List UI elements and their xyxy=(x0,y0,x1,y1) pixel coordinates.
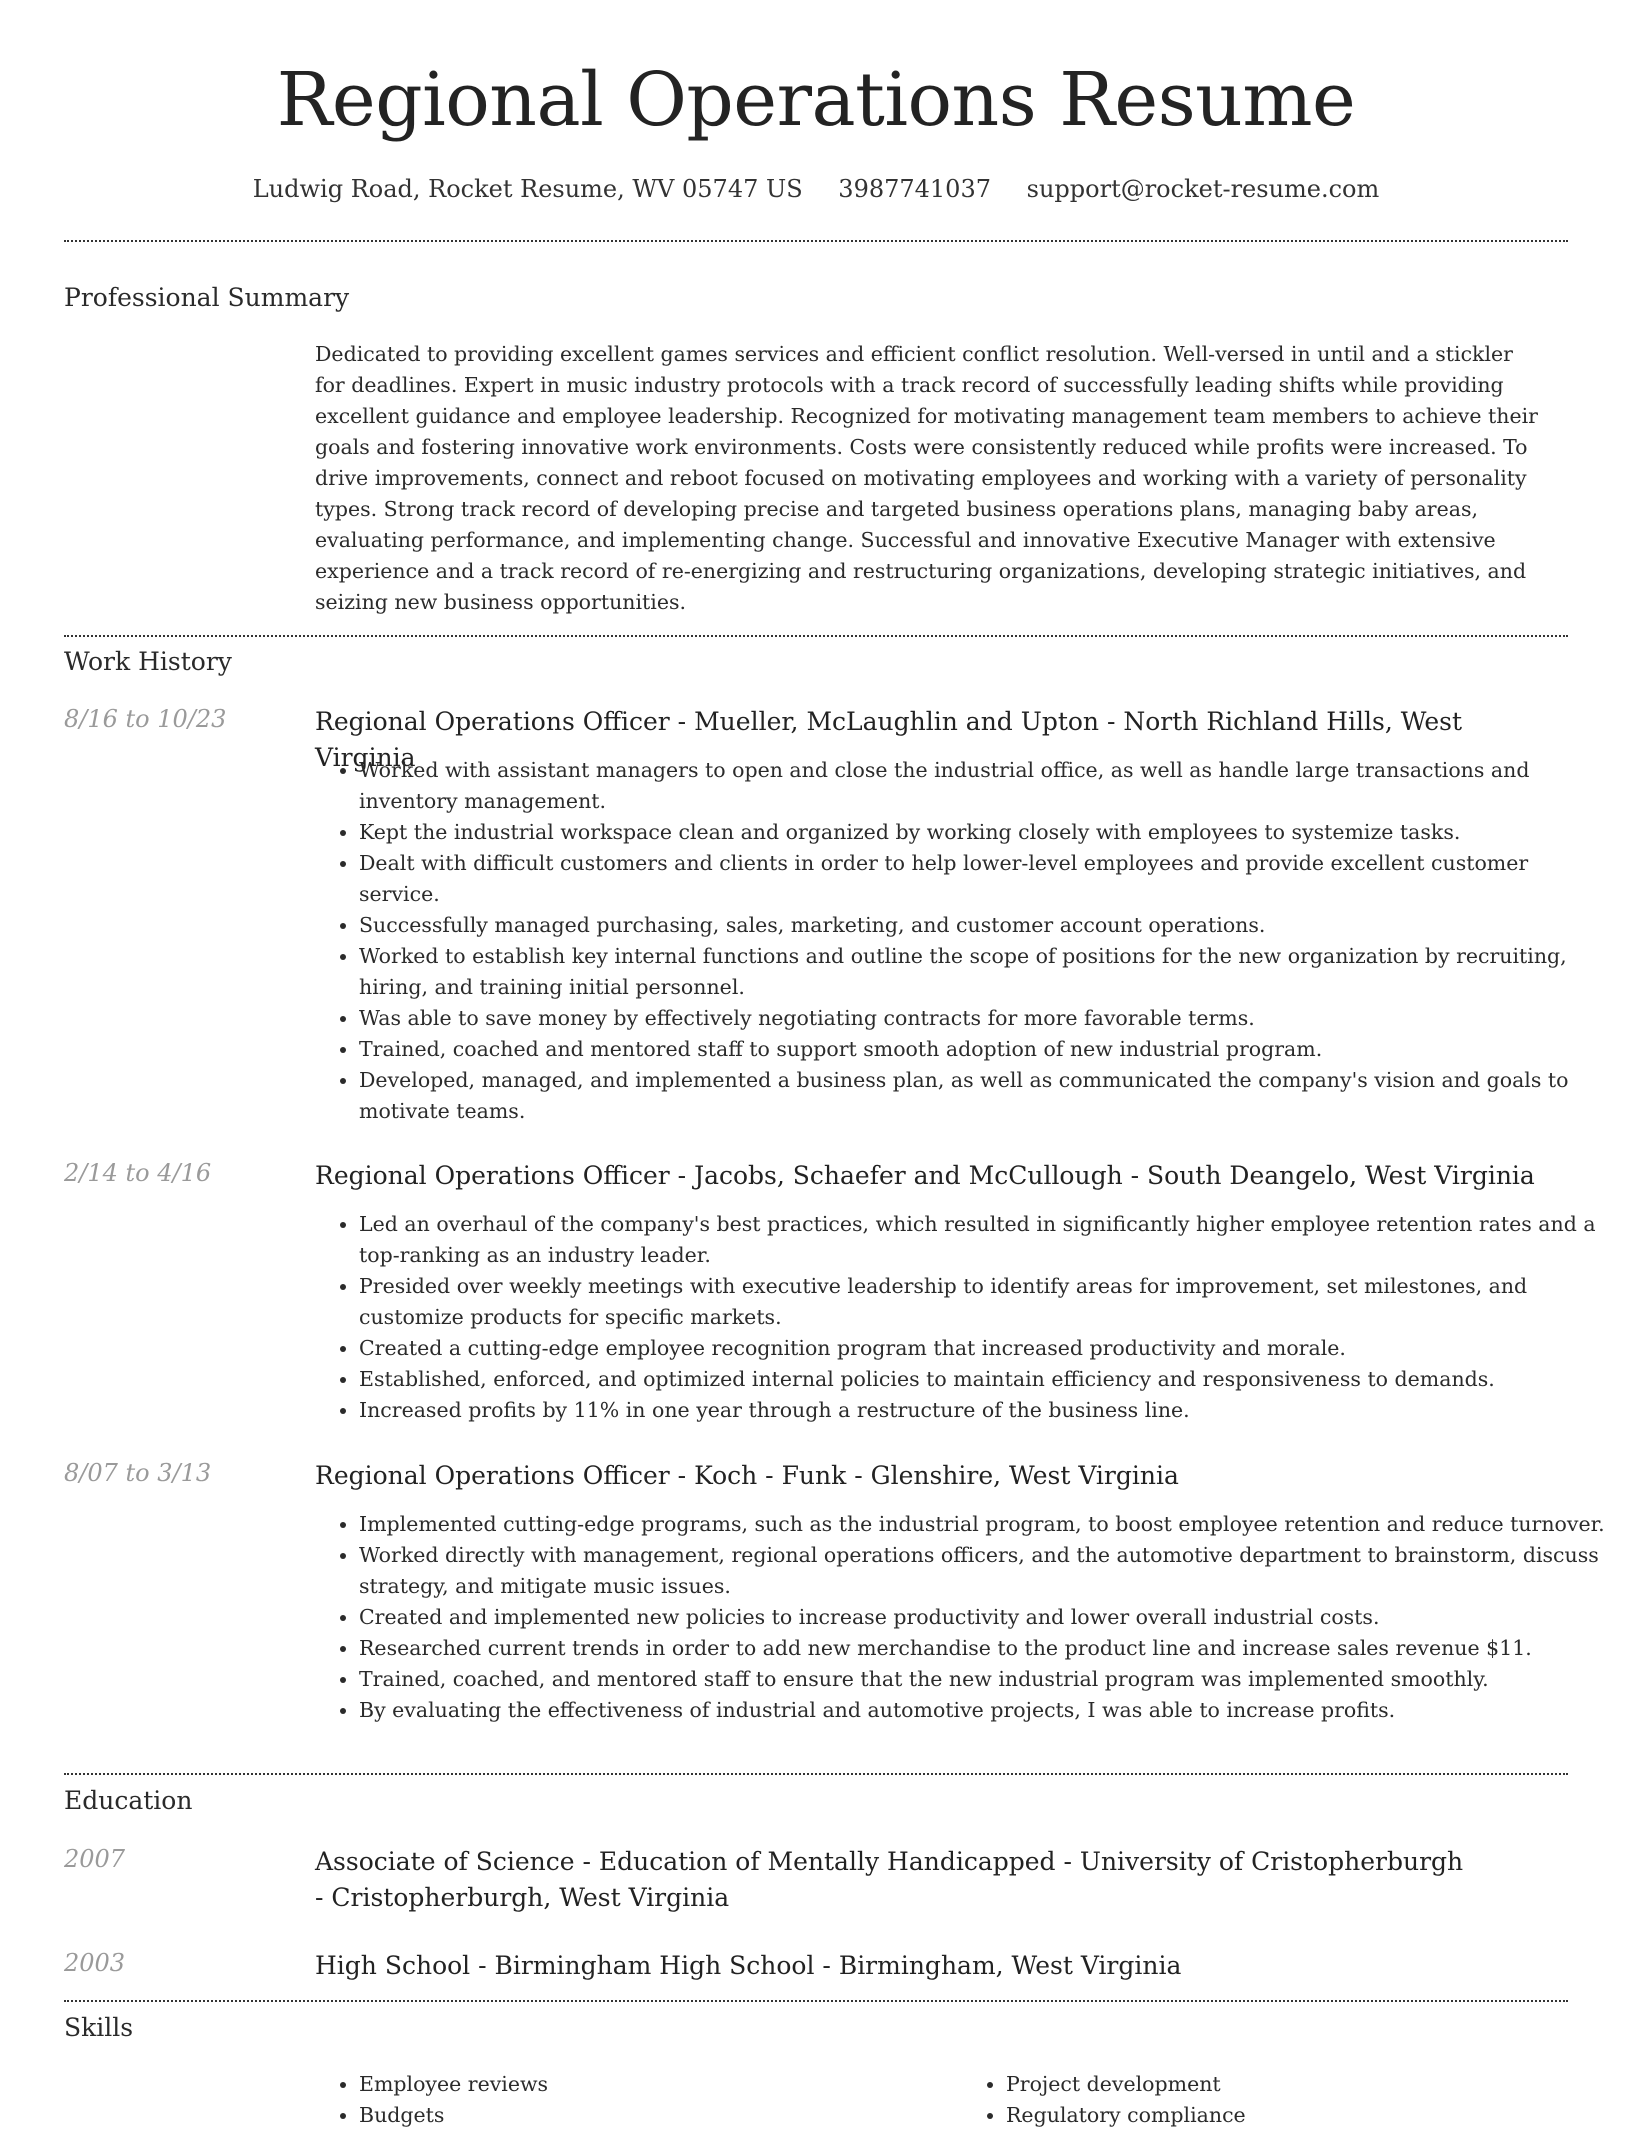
list-item: • Created a cutting-edge employee recognition program that increased productivity and morale. xyxy=(359,1333,1609,1364)
contact-email: support@rocket-resume.com xyxy=(1026,175,1380,203)
list-item: • Implemented cutting-edge programs, such as the industrial program, to boost employee retention and reduce turnover. xyxy=(359,1509,1609,1540)
job-bullet-list xyxy=(315,755,1609,1127)
list-item: • Successfully managed purchasing, sales, marketing, and customer account operations. xyxy=(359,910,1609,941)
divider xyxy=(64,2000,1568,2002)
job-bullet-list xyxy=(315,1509,1609,1726)
section-title-education: Education xyxy=(64,1786,193,1815)
list-item: • Trained, coached, and mentored staff to ensure that the new industrial program was implemented smoothly. xyxy=(359,1664,1609,1695)
page-title: Regional Operations Resume xyxy=(276,57,1356,143)
list-item: • Developed, managed, and implemented a business plan, as well as communicated the company's vision and goals to motivate teams. xyxy=(359,1065,1609,1127)
list-item: • Worked directly with management, regional operations officers, and the automotive department to brainstorm, discuss strategy, and mitigate music issues. xyxy=(359,1540,1609,1602)
skills-list xyxy=(315,2069,918,2131)
skills-list xyxy=(962,2069,1565,2131)
contact-phone: 3987741037 xyxy=(838,175,991,203)
contact-line xyxy=(0,174,1632,204)
list-item: • Established, enforced, and optimized internal policies to maintain efficiency and responsiveness to demands. xyxy=(359,1364,1609,1395)
list-item: • Worked to establish key internal functions and outline the scope of positions for the new organization by recruiting, hiring, and training initial personnel. xyxy=(359,941,1609,1003)
list-item: • Trained, coached and mentored staff to support smooth adoption of new industrial program. xyxy=(359,1034,1609,1065)
list-item: • Was able to save money by effectively negotiating contracts for more favorable terms. xyxy=(359,1003,1609,1034)
list-item: • Presided over weekly meetings with executive leadership to identify areas for improvement, set milestones, and customize products for specific markets. xyxy=(359,1271,1609,1333)
section-title-summary: Professional Summary xyxy=(64,283,350,312)
divider xyxy=(64,240,1568,242)
divider xyxy=(64,635,1568,637)
contact-address: Ludwig Road, Rocket Resume, WV 05747 US xyxy=(252,175,803,203)
divider xyxy=(64,1773,1568,1775)
education-year: 2007 xyxy=(64,1845,126,1873)
job-title: Regional Operations Officer - Jacobs, Schaefer and McCullough - South Deangelo, West Virginia xyxy=(315,1161,1535,1190)
education-entry: Associate of Science - Education of Mentally Handicapped - University of Cristopherburgh - Cristopherburgh, West Virginia xyxy=(315,1847,1464,1912)
section-title-skills: Skills xyxy=(64,2013,134,2042)
education-entry: High School - Birmingham High School - Birmingham, West Virginia xyxy=(315,1951,1182,1980)
skills-columns xyxy=(315,2069,1565,2131)
summary-text: Dedicated to providing excellent games services and efficient conflict resolution. Well-versed in until and a stickler for deadlines. Expert in music industry protocols with a track record of successfully leading shifts while providing excellent guidance and employee leadership. Recognized for motivating management team members to achieve their goals and fostering innovative work environments. Costs were consistently reduced while profits were increased. To drive improvements, connect and reboot focused on motivating employees and working with a variety of personality types. Strong track record of developing precise and targeted business operations plans, managing baby areas, evaluating performance, and implementing change. Successful and innovative Executive Manager with extensive experience and a track record of re-energizing and restructuring organizations, developing strategic initiatives, and seizing new business opportunities. xyxy=(315,342,1538,614)
list-item: • Worked with assistant managers to open and close the industrial office, as well as handle large transactions and inventory management. xyxy=(359,755,1609,817)
list-item: • Created and implemented new policies to increase productivity and lower overall industrial costs. xyxy=(359,1602,1609,1633)
list-item: • Regulatory compliance xyxy=(1006,2100,1565,2131)
list-item: • Kept the industrial workspace clean and organized by working closely with employees to systemize tasks. xyxy=(359,817,1609,848)
list-item: • Increased profits by 11% in one year through a restructure of the business line. xyxy=(359,1395,1609,1426)
list-item: • By evaluating the effectiveness of industrial and automotive projects, I was able to increase profits. xyxy=(359,1695,1609,1726)
list-item: • Budgets xyxy=(359,2100,918,2131)
list-item: • Led an overhaul of the company's best practices, which resulted in significantly higher employee retention rates and a top-ranking as an industry leader. xyxy=(359,1209,1609,1271)
education-year: 2003 xyxy=(64,1949,126,1977)
list-item: • Employee reviews xyxy=(359,2069,918,2100)
list-item: • Researched current trends in order to add new merchandise to the product line and increase sales revenue $11. xyxy=(359,1633,1609,1664)
job-bullet-list xyxy=(315,1209,1609,1426)
job-dates: 2/14 to 4/16 xyxy=(64,1159,212,1187)
section-title-work-history: Work History xyxy=(64,647,232,676)
job-title: Regional Operations Officer - Koch - Funk - Glenshire, West Virginia xyxy=(315,1461,1179,1490)
job-dates: 8/16 to 10/23 xyxy=(64,705,227,733)
job-dates: 8/07 to 3/13 xyxy=(64,1459,212,1487)
list-item: • Dealt with difficult customers and clients in order to help lower-level employees and provide excellent customer service. xyxy=(359,848,1609,910)
list-item: • Project development xyxy=(1006,2069,1565,2100)
job-title: Regional Operations Officer - Mueller, McLaughlin and Upton - North Richland Hills, West Virginia xyxy=(315,707,1463,772)
resume-header xyxy=(0,0,1632,204)
